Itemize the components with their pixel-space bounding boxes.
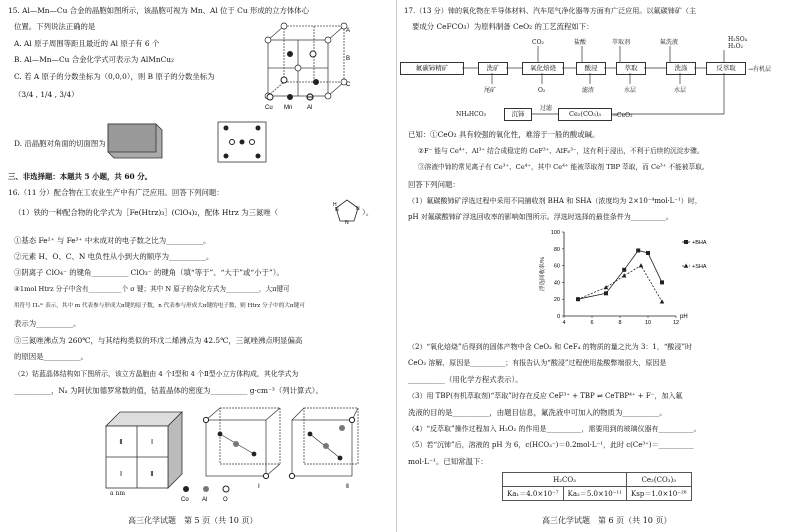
- legend-mn: Mn: [284, 105, 293, 111]
- series-2-point: [622, 273, 627, 277]
- q17-part1: （1）氟碳酸铈矿浮选过程中采用不同捕收剂 BHA 和 SHA（浓度均为 2×10⁻⁴mol·L⁻¹）时，: [408, 197, 702, 205]
- q17-stem-2: 要成分 CeFCO₃）为原料制备 CeO₂ 的工艺流程如下：: [412, 22, 594, 31]
- legend-marker-1: [684, 240, 688, 244]
- flow-bottom-tailings: 尾矿: [484, 87, 497, 94]
- x-tick-label: 4: [562, 320, 566, 326]
- q16-stem: 16.（11 分）配合物在工农业生产中有广泛应用。回答下列问题：: [8, 188, 224, 197]
- flow-bottom-o2: O₂: [538, 87, 546, 94]
- q16-item2: ②元素 H、O、C、N 电负性从小到大的顺序为__________。: [14, 252, 214, 261]
- cube-label-ii-b: Ⅱ: [150, 471, 154, 478]
- x-tick-label: 10: [644, 320, 652, 326]
- flow-bottom-residue: 滤渣: [582, 87, 595, 94]
- legend-o: O: [223, 497, 228, 503]
- section-3-heading: 三、非选择题：本题共 5 小题，共 60 分。: [8, 172, 152, 181]
- footer-page-6: 高三化学试题 第 6 页（共 10 页）: [542, 516, 672, 525]
- small-cube-label-ii: Ⅱ: [346, 484, 349, 490]
- cell-legend: [262, 92, 332, 112]
- q16-part1-close: ）。: [362, 208, 374, 217]
- flow-top-h2so4: H₂SO₄ H₂O₂: [728, 36, 748, 50]
- q15-option-b: B. Al—Mn—Cu 合金化学式可表示为 AlMnCu₂: [14, 55, 174, 64]
- q16-item1: ①基态 Fe²⁺ 与 Fe³⁺ 中未成对的电子数之比为__________。: [14, 236, 211, 245]
- cobalt-blue-cube-figure: [92, 404, 184, 494]
- q17-part5: （5）若“沉铈”后，溶液的 pH 为 6，c(HCO₃⁻)＝0.2mol·L⁻¹，此时 c(Ce³⁺)＝__________: [408, 441, 694, 449]
- series-1-point: [660, 280, 664, 284]
- flow-box-roast: 氧化焙烧: [522, 62, 564, 75]
- flow-organic-out: →有机层: [748, 66, 772, 73]
- q17-part1-b: pH 对氟碳酸铈矿浮选回收率的影响如图所示。浮选时选择的最佳条件为__________。: [408, 213, 673, 221]
- flow-box-rinse: 洗涤: [666, 62, 696, 75]
- q17-ask: 回答下列问题：: [408, 180, 460, 189]
- q15-option-c-coord: （3/4 , 1/4 , 3/4）: [14, 90, 79, 99]
- flow-top-f-wash: 氟洗液: [660, 39, 679, 46]
- q16-item4-b: 用符号 Πₙᵐ 表示，其中 m 代表参与形成大π键的原子数，n 代表参与形成大π键的电子数，则 Htrz 分子中的大π键可: [14, 303, 305, 309]
- q17-part2: （2）“氧化焙烧”后得到的固体产物中含 CeO₂ 和 CeF₄ 的物质的量之比为 3：1，“酸浸”时: [408, 343, 693, 351]
- cell-label-c: C: [346, 82, 351, 88]
- legend-label-1: +BHA: [692, 240, 707, 246]
- q17-stem: 17.（13 分）铈的氧化物在半导体材料、汽车尾气净化器等方面有广泛应用。以氟碳铈矿（主: [404, 6, 697, 15]
- series-line-1: [578, 250, 662, 299]
- x-tick-label: 6: [590, 320, 594, 326]
- y-tick-label: 40: [553, 280, 560, 287]
- flow-bottom-aqueous: 水层: [624, 87, 637, 94]
- cube-label-ii: Ⅱ: [119, 439, 123, 446]
- svg-text:H: H: [333, 202, 337, 208]
- process-flowchart: [398, 36, 794, 124]
- q15-option-a: A. Al 原子周围等距且最近的 Al 原子有 6 个: [14, 39, 160, 48]
- x-axis-label: pH: [680, 314, 688, 320]
- series-1-point: [604, 291, 608, 295]
- q17-part2-b: CeO₂ 溶解，原因是__________；有报告认为“酸浸”过程使用盐酸弊端很大，原因是: [408, 359, 667, 367]
- q16-part2: （2）钴蓝晶体结构如下图所示，该立方晶胞由 4 个Ⅰ型和 4 个Ⅱ型小立方体构成，其化学式为: [14, 370, 299, 378]
- flow-box-back-extract: 反萃取: [706, 62, 746, 75]
- series-2-point: [639, 263, 644, 267]
- table-header-h2co3: H₂CO₃: [503, 473, 627, 487]
- recovery-vs-ph-chart: [534, 226, 724, 336]
- svg-text:N: N: [335, 207, 339, 213]
- legend-marker-2: [684, 264, 689, 268]
- flow-box-precipitate: 沉铈: [504, 108, 532, 121]
- x-tick-label: 8: [618, 320, 622, 326]
- q15-option-c: C. 若 A 原子的分数坐标为（0,0,0），则 B 原子的分数坐标为: [14, 72, 215, 81]
- series-1-point: [646, 251, 650, 255]
- table-ka1: Ka₁＝4.0×10⁻⁷: [503, 487, 564, 501]
- cube-label-i-b: Ⅰ: [119, 471, 123, 478]
- q17-part3-b: 洗液的目的是__________，由题目信息，氟洗液中可加入的物质为__________。: [408, 408, 667, 417]
- y-tick-label: 60: [553, 263, 560, 270]
- flow-box-leach: 酸浸: [576, 62, 606, 75]
- flow-ceo2-out: →CeO₂: [612, 112, 633, 119]
- q17-part5-b: mol·L⁻¹。已知常温下：: [408, 457, 488, 466]
- svg-text:N: N: [356, 206, 360, 212]
- flow-nh4hco3: NH₄HCO₃: [456, 111, 487, 118]
- legend-cu: Cu: [265, 105, 273, 111]
- legend-al-atom: Al: [202, 497, 208, 503]
- flow-box-extract: 萃取: [616, 62, 646, 75]
- page-divider: [396, 0, 397, 532]
- q16-item4-c: 表示为__________。: [14, 319, 81, 328]
- flow-top-co2: CO₂: [532, 39, 544, 46]
- series-1-point: [622, 268, 626, 272]
- svg-text:N: N: [345, 220, 349, 225]
- cell-label-b: B: [346, 56, 351, 62]
- y-tick-label: 20: [553, 297, 560, 304]
- table-ka2: Ka₂＝5.0×10⁻¹¹: [563, 487, 626, 501]
- x-tick-label: 12: [672, 320, 680, 326]
- q15-option-d: D. 沿晶胞对角面的切面图为: [14, 139, 106, 148]
- small-cube-label-i: Ⅰ: [258, 484, 260, 490]
- legend-label-2: +SHA: [692, 264, 707, 270]
- cobalt-blue-legend: [178, 484, 248, 506]
- q16-item5-b: 的原因是__________。: [14, 352, 88, 361]
- q15-stem: 15. Al—Mn—Cu 合金的晶胞如图所示，该晶胞可视为 Mn、Al 位于 Cu 形成的立方体体心: [8, 6, 310, 15]
- cube-label-i: Ⅰ: [150, 439, 154, 446]
- flow-top-hcl: 盐酸: [574, 39, 587, 46]
- q17-known-1: 已知：①CeO₂ 具有较强的氧化性，难溶于一般的酸或碱。: [408, 130, 600, 139]
- q16-item5: ⑤三氮唑沸点为 260℃，与其结构类似的环戊二烯沸点为 42.5℃，三氮唑沸点明显偏高: [14, 336, 303, 345]
- legend-co: Co: [181, 497, 189, 503]
- q16-item4: ④1mol Htrz 分子中含有__________个 σ 键；其中 N 原子的杂化方式为__________，大π键可: [14, 285, 290, 293]
- flow-bottom-aqueous-2: 水层: [674, 87, 687, 94]
- flow-box-wash: 洗矿: [478, 62, 508, 75]
- constants-table: [502, 472, 692, 501]
- q16-part1: （1）铁的一种配合物的化学式为［Fe(Htrz)₃］(ClO₄)₂，配体 Htrz 为三氮唑（: [14, 208, 279, 217]
- footer-page-5: 高三化学试题 第 5 页（共 10 页）: [128, 516, 258, 525]
- series-2-point: [660, 299, 665, 303]
- series-1-point: [636, 248, 640, 252]
- flow-box-ce2co3: Ce₂(CO₃)₃: [558, 108, 612, 121]
- flow-filter: 过滤: [540, 105, 553, 112]
- q17-part4: （4）“反萃取”操作过程加入 H₂O₂ 的作用是__________，需要用到的玻璃仪器有__________。: [408, 425, 701, 433]
- series-2-point: [604, 285, 609, 289]
- q16-item3: ③阴离子 ClO₄⁻ 的键角__________ ClO₃⁻ 的键角（填“等于”、“大于”或“小于”）。: [14, 268, 284, 277]
- y-axis-label: 浮选回收率/%: [540, 257, 546, 291]
- flow-top-extractant: 萃取剂: [612, 39, 631, 46]
- q17-known-2: ②F⁻ 能与 Ce⁴⁺、Al³⁺ 结合成稳定的 CeF³⁺、AlF₆³⁻，这有利于浸出，不利于后续的沉淀步骤。: [418, 147, 704, 155]
- q17-part2-c: __________（用化学方程式表示）。: [408, 375, 523, 384]
- cube-dimension: a nm: [110, 490, 126, 497]
- table-header-ce2co3: Ce₂(CO₃)₃: [627, 473, 692, 487]
- right-page: [398, 0, 794, 532]
- q16-part2-b: __________，Nₐ 为阿伏加德罗常数的值，钴蓝晶体的密度为__________ g·cm⁻³（列计算式）。: [14, 386, 323, 395]
- triazole-structure: [332, 197, 362, 225]
- table-ksp: Ksp＝1.0×10⁻²⁸: [627, 487, 692, 501]
- cell-label-a: A: [346, 28, 351, 34]
- legend-al: Al: [307, 105, 313, 111]
- q17-part3: （3）用 TBP(有机萃取剂)“萃取”时存在反应 CeF³⁺ + TBP ⇌ CeTBP⁴⁺ + F⁻，加入氟: [408, 392, 683, 400]
- cobalt-blue-small-cubes: [200, 404, 362, 492]
- flow-box-ore: 氟碳铈精矿: [400, 62, 464, 75]
- y-tick-label: 100: [550, 230, 560, 236]
- q17-known-3: ③溶液中铈的常见离子有 Ce³⁺、Ce⁴⁺，其中 Ce⁴⁺ 能被萃取剂 TBP 萃取，而 Ce³⁺ 不能被萃取。: [418, 163, 709, 171]
- option-d-cut-figures: [86, 118, 376, 168]
- y-tick-label: 0: [556, 314, 560, 320]
- left-page: [0, 0, 396, 532]
- y-tick-label: 80: [553, 246, 560, 253]
- q15-stem-2: 位置。下列说法正确的是: [14, 22, 96, 31]
